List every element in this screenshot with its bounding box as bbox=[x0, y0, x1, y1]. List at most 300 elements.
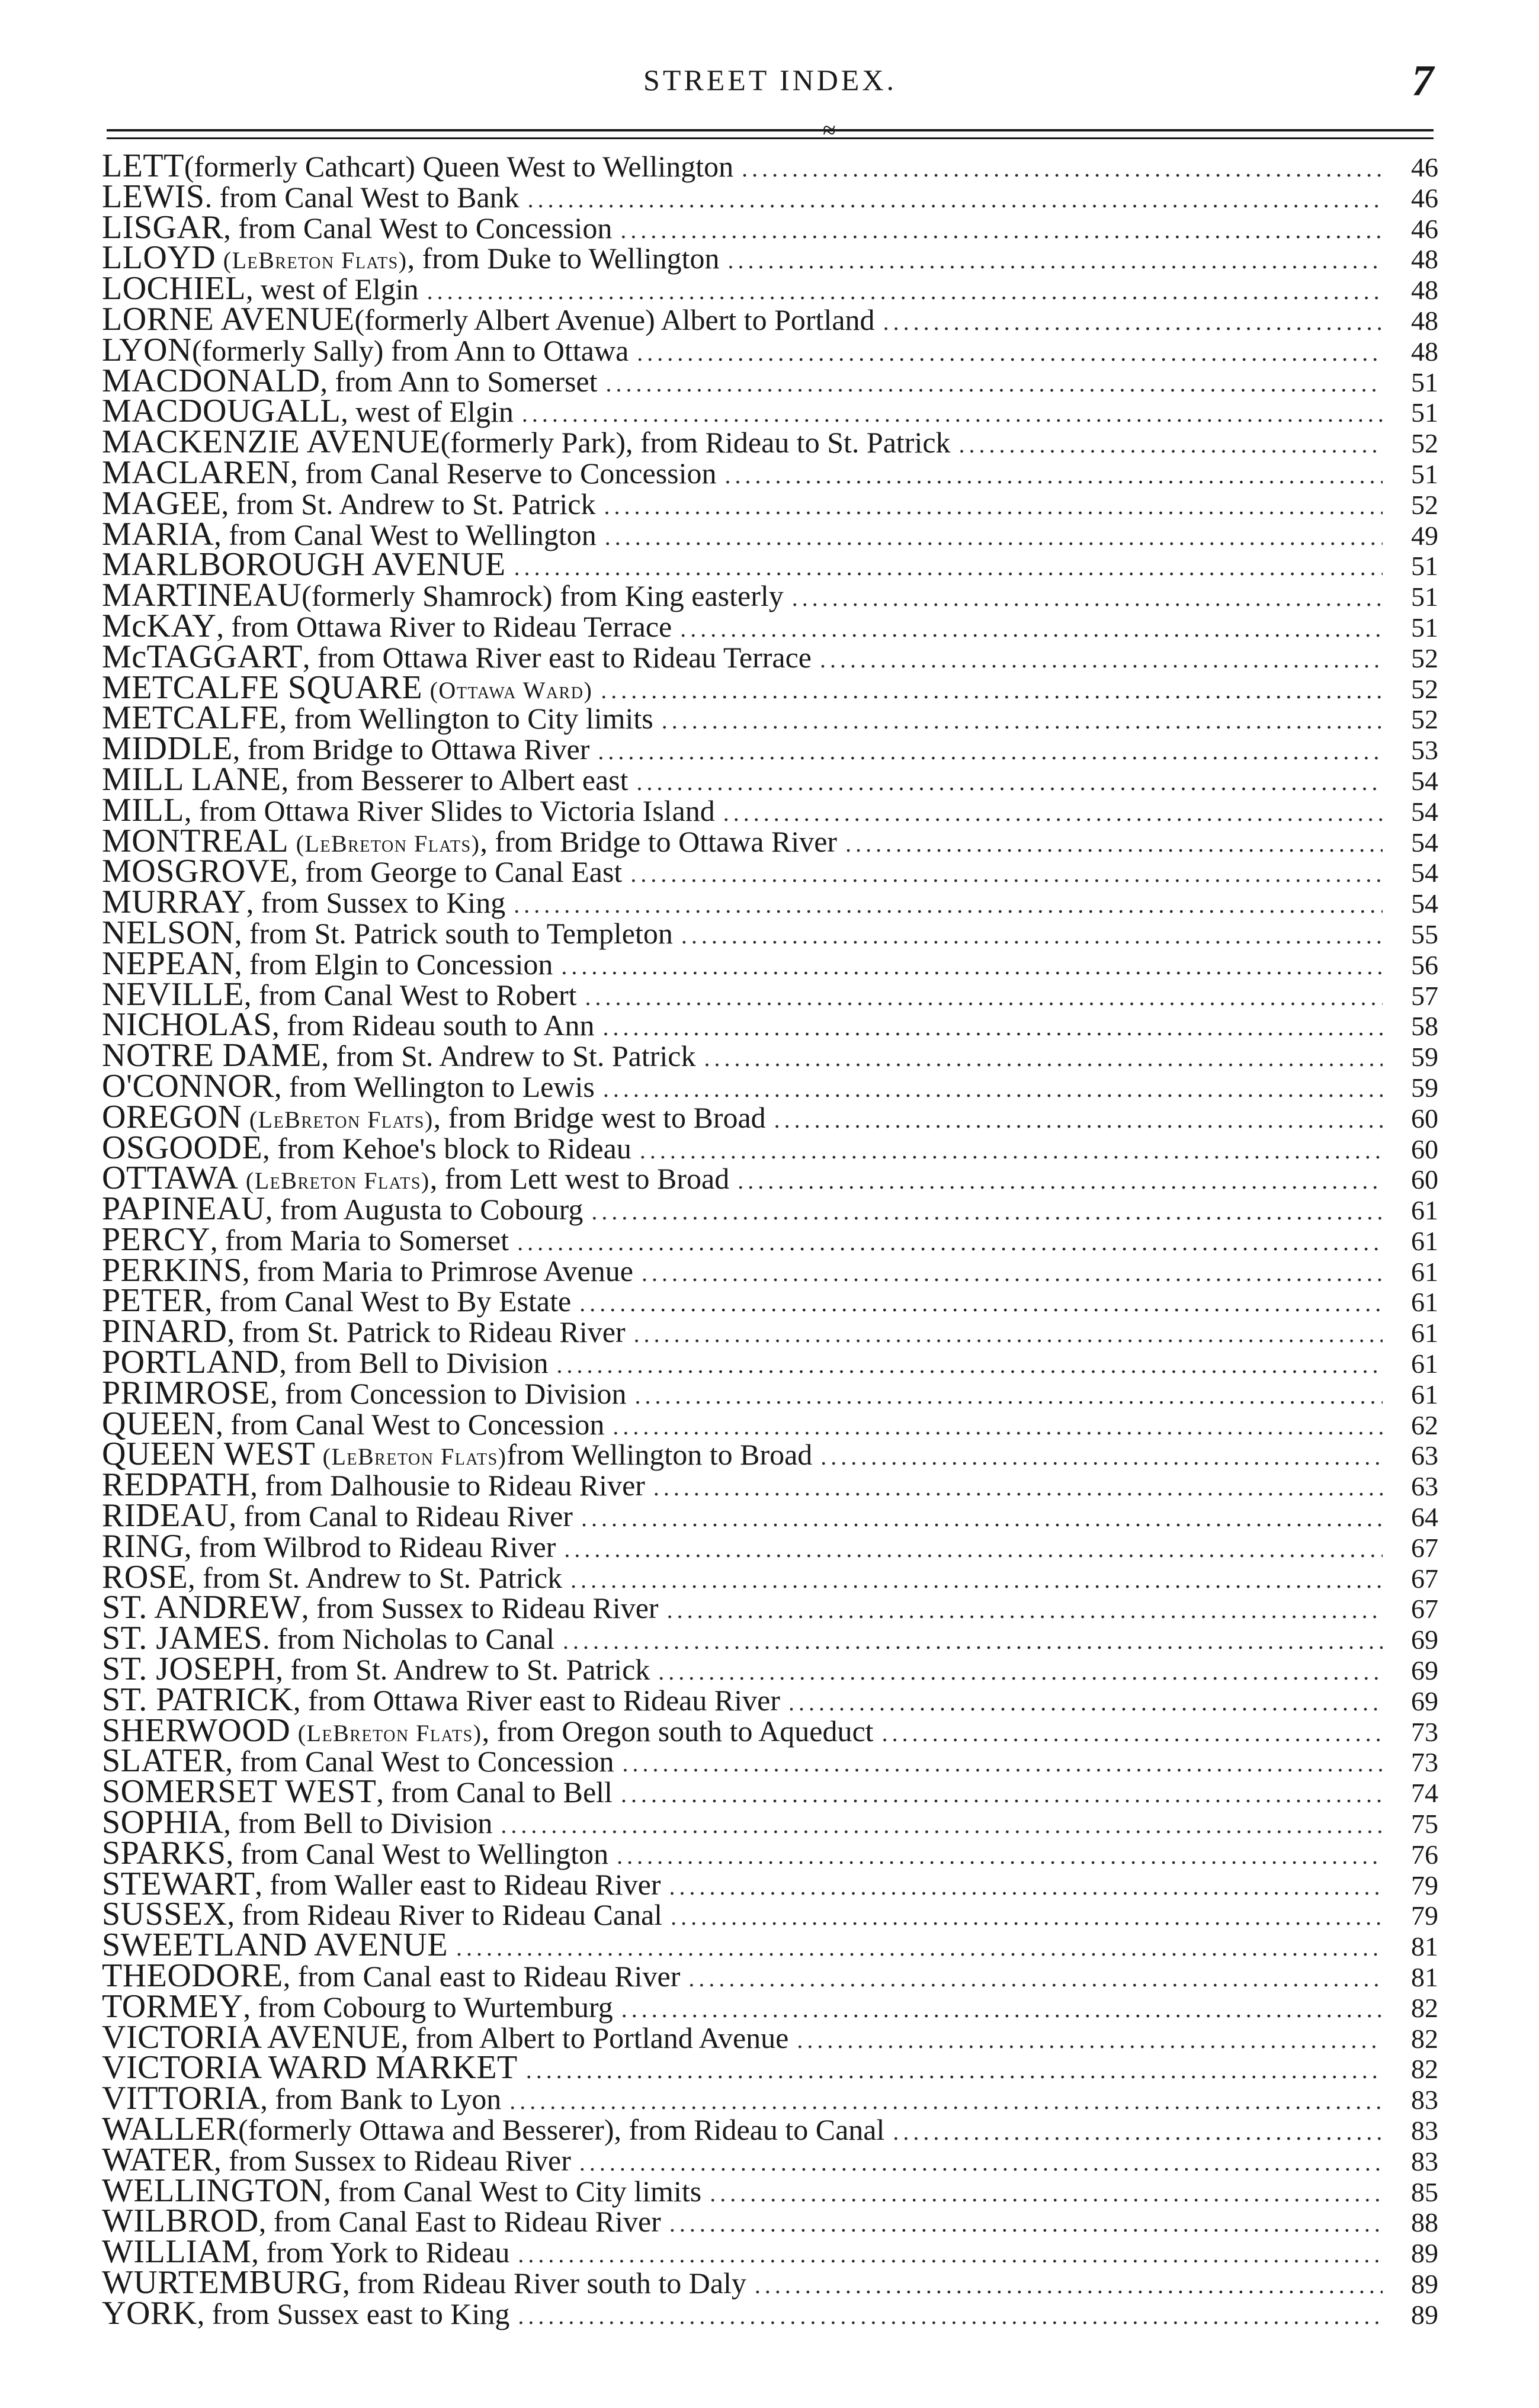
street-description: , from York to Rideau bbox=[251, 2236, 510, 2269]
street-description: , from Concession to Division bbox=[270, 1376, 627, 1410]
entry-page-number: 82 bbox=[1411, 2054, 1438, 2085]
street-description: , from Canal West to By Estate bbox=[204, 1285, 572, 1318]
index-entry bbox=[102, 454, 1438, 491]
street-name: ST. PATRICK bbox=[102, 1681, 293, 1718]
street-name: NEPEAN bbox=[102, 945, 235, 982]
dot-leader bbox=[561, 951, 1383, 982]
dot-leader bbox=[518, 2239, 1383, 2270]
street-name: METCALFE bbox=[102, 699, 280, 737]
street-name: MARIA bbox=[102, 515, 214, 553]
dot-leader bbox=[630, 859, 1383, 890]
street-description: , from Bell to Division bbox=[223, 1806, 493, 1840]
street-name: LETT bbox=[102, 147, 184, 184]
index-entry bbox=[102, 975, 1438, 1013]
entry-page-number: 52 bbox=[1411, 489, 1438, 520]
street-name: WATER bbox=[102, 2141, 214, 2178]
dot-leader bbox=[621, 1779, 1383, 1810]
index-entry bbox=[102, 1742, 1438, 1780]
street-name: ST. ANDREW bbox=[102, 1589, 302, 1626]
dot-leader bbox=[669, 1871, 1383, 1902]
dot-leader bbox=[622, 1748, 1383, 1779]
index-entry bbox=[102, 1221, 1438, 1258]
street-name: PETER bbox=[102, 1282, 205, 1319]
street-description: , from Canal West to Concession bbox=[216, 1407, 605, 1441]
street-description: , from Canal to Bell bbox=[376, 1776, 613, 1809]
dot-leader bbox=[522, 399, 1383, 429]
street-name: VICTORIA AVENUE bbox=[102, 2018, 401, 2056]
index-entry bbox=[102, 1037, 1438, 1074]
street-description: (formerly Shamrock) from King easterly bbox=[302, 579, 784, 613]
index-entry bbox=[102, 1497, 1438, 1534]
index-entry bbox=[102, 791, 1438, 829]
dot-leader bbox=[774, 1105, 1383, 1135]
street-description: , from Canal West to Concession bbox=[225, 1745, 614, 1778]
street-name: METCALFE SQUARE bbox=[102, 669, 423, 706]
index-entry bbox=[102, 270, 1438, 307]
entry-page-number: 75 bbox=[1411, 1809, 1438, 1839]
dot-leader bbox=[634, 1380, 1383, 1411]
dot-leader bbox=[710, 2178, 1383, 2209]
index-entry bbox=[102, 1651, 1438, 1688]
street-name: YORK bbox=[102, 2294, 197, 2332]
index-entry bbox=[102, 1773, 1438, 1810]
street-description: , from St. Andrew to St. Patrick bbox=[221, 487, 596, 521]
entry-page-number: 60 bbox=[1411, 1164, 1438, 1195]
dot-leader bbox=[637, 767, 1383, 798]
street-description: , from Canal West to Wellington bbox=[226, 1836, 609, 1870]
entry-page-number: 54 bbox=[1411, 765, 1438, 796]
street-name: MACDOUGALL bbox=[102, 393, 341, 430]
street-name: VICTORIA WARD MARKET bbox=[102, 2049, 518, 2086]
index-entry bbox=[102, 760, 1438, 798]
entry-page-number: 61 bbox=[1411, 1287, 1438, 1318]
index-entry bbox=[102, 1282, 1438, 1319]
street-name: STEWART bbox=[102, 1865, 255, 1902]
street-name: THEODORE bbox=[102, 1957, 283, 1995]
street-name: OTTAWA bbox=[102, 1160, 239, 1197]
dot-leader bbox=[585, 982, 1383, 1013]
street-description: , from St. Andrew to St. Patrick bbox=[321, 1039, 696, 1073]
dot-leader bbox=[591, 1196, 1383, 1227]
dot-leader bbox=[620, 215, 1383, 246]
dot-leader bbox=[728, 245, 1383, 276]
dot-leader bbox=[681, 920, 1383, 951]
dot-leader bbox=[579, 2147, 1383, 2178]
entry-page-number: 73 bbox=[1411, 1747, 1438, 1778]
street-description: . from Canal West to Bank bbox=[204, 180, 520, 214]
street-description: , from Dalhousie to Rideau River bbox=[250, 1469, 645, 1502]
index-entry bbox=[102, 853, 1438, 890]
street-name: PAPINEAU bbox=[102, 1190, 265, 1228]
street-description: , from Augusta to Cobourg bbox=[265, 1193, 583, 1227]
street-name: SWEETLAND AVENUE bbox=[102, 1927, 448, 1964]
entry-page-number: 52 bbox=[1411, 673, 1438, 704]
dot-leader bbox=[598, 736, 1383, 767]
index-entry bbox=[102, 239, 1438, 277]
index-entry bbox=[102, 1251, 1438, 1289]
index-entry bbox=[102, 362, 1438, 399]
street-description: , from Sussex east to King bbox=[197, 2297, 510, 2330]
street-name: MARLBOROUGH AVENUE bbox=[102, 546, 506, 583]
street-name: SHERWOOD bbox=[102, 1712, 291, 1749]
street-name: ST. JOSEPH bbox=[102, 1651, 276, 1688]
street-name: MACKENZIE AVENUE bbox=[102, 423, 441, 461]
street-description: , from George to Canal East bbox=[290, 855, 623, 889]
entry-page-number: 51 bbox=[1411, 397, 1438, 428]
index-entry bbox=[102, 1006, 1438, 1044]
index-entry bbox=[102, 577, 1438, 614]
index-entry bbox=[102, 1712, 1438, 1749]
street-name: NICHOLAS bbox=[102, 1006, 272, 1044]
street-description: , from Lett west to Broad bbox=[429, 1162, 730, 1196]
index-entry bbox=[102, 178, 1438, 215]
street-name: McTAGGART bbox=[102, 638, 303, 675]
street-name: SOPHIA bbox=[102, 1804, 224, 1841]
entry-page-number: 52 bbox=[1411, 428, 1438, 459]
street-description: , from Bank to Lyon bbox=[260, 2082, 502, 2116]
index-entry bbox=[102, 1988, 1438, 2025]
street-name: REDPATH bbox=[102, 1466, 251, 1504]
index-entry bbox=[102, 1558, 1438, 1595]
dot-leader bbox=[581, 1503, 1383, 1534]
street-description: , from Sussex to Rideau River bbox=[301, 1591, 659, 1625]
index-entry bbox=[102, 208, 1438, 246]
street-description: , from Albert to Portland Avenue bbox=[400, 2021, 789, 2054]
dot-leader bbox=[893, 2117, 1383, 2147]
entry-page-number: 56 bbox=[1411, 949, 1438, 980]
entry-page-number: 54 bbox=[1411, 827, 1438, 858]
street-name: WILLIAM bbox=[102, 2233, 252, 2271]
entry-page-number: 46 bbox=[1411, 213, 1438, 244]
entry-page-number: 61 bbox=[1411, 1318, 1438, 1349]
index-entry bbox=[102, 1190, 1438, 1228]
street-name: MACLAREN bbox=[102, 454, 291, 491]
index-entry bbox=[102, 1834, 1438, 1871]
entry-page-number: 48 bbox=[1411, 244, 1438, 275]
street-name: RIDEAU bbox=[102, 1497, 229, 1534]
street-description: , from Ann to Somerset bbox=[320, 364, 598, 398]
street-description: , from Canal West to Robert bbox=[243, 978, 577, 1012]
dot-leader bbox=[579, 1288, 1383, 1319]
index-entry bbox=[102, 300, 1438, 338]
street-description: , from Canal East to Rideau River bbox=[258, 2205, 661, 2239]
entry-page-number: 61 bbox=[1411, 1379, 1438, 1410]
dot-leader bbox=[671, 1902, 1383, 1932]
street-description: , from Bridge to Ottawa River bbox=[480, 824, 838, 858]
entry-page-number: 81 bbox=[1411, 1931, 1438, 1962]
street-name: SOMERSET WEST bbox=[102, 1773, 377, 1810]
dot-leader bbox=[845, 829, 1383, 859]
dot-leader bbox=[882, 1718, 1383, 1749]
index-entry bbox=[102, 1681, 1438, 1718]
entry-page-number: 79 bbox=[1411, 1900, 1438, 1931]
street-description: , from Besserer to Albert east bbox=[281, 763, 629, 797]
street-locality: (LeBreton Flats) bbox=[223, 247, 408, 274]
dot-leader bbox=[456, 1932, 1383, 1963]
index-entry bbox=[102, 1436, 1438, 1473]
entry-page-number: 67 bbox=[1411, 1563, 1438, 1594]
street-description: , from Bridge west to Broad bbox=[433, 1100, 766, 1134]
street-name: PINARD bbox=[102, 1313, 227, 1350]
street-name: LOCHIEL bbox=[102, 270, 246, 307]
header-ornament-icon: ≈ bbox=[823, 117, 836, 143]
street-description: . from Nicholas to Canal bbox=[262, 1622, 555, 1656]
entry-page-number: 89 bbox=[1411, 2268, 1438, 2299]
street-locality: (LeBreton Flats) bbox=[245, 1167, 430, 1195]
street-name: QUEEN WEST bbox=[102, 1436, 316, 1473]
entry-page-number: 51 bbox=[1411, 458, 1438, 489]
index-entry bbox=[102, 2202, 1438, 2240]
dot-leader bbox=[604, 491, 1383, 522]
street-name: PRIMROSE bbox=[102, 1374, 271, 1411]
entry-page-number: 69 bbox=[1411, 1685, 1438, 1716]
street-name: LISGAR bbox=[102, 208, 224, 246]
street-description: , from Rideau River to Rideau Canal bbox=[227, 1898, 663, 1932]
entry-page-number: 74 bbox=[1411, 1778, 1438, 1809]
street-description: , from Canal West to City limits bbox=[323, 2174, 702, 2208]
street-description: , from Ottawa River east to Rideau River bbox=[293, 1683, 780, 1717]
street-description: , from Wellington to City limits bbox=[279, 702, 653, 736]
index-entry bbox=[102, 1957, 1438, 1995]
index-entry bbox=[102, 1129, 1438, 1166]
entry-page-number: 51 bbox=[1411, 612, 1438, 643]
entry-page-number: 83 bbox=[1411, 2146, 1438, 2176]
index-entry bbox=[102, 2141, 1438, 2178]
dot-leader bbox=[427, 276, 1383, 307]
dot-leader bbox=[603, 1074, 1383, 1105]
street-name: LLOYD bbox=[102, 239, 216, 277]
entry-page-number: 48 bbox=[1411, 336, 1438, 367]
entry-page-number: 49 bbox=[1411, 520, 1438, 551]
street-name: MILL LANE bbox=[102, 760, 281, 798]
header-rule-thick bbox=[107, 129, 1434, 131]
dot-leader bbox=[688, 1963, 1383, 1994]
entry-page-number: 89 bbox=[1411, 2238, 1438, 2269]
dot-leader bbox=[570, 1565, 1383, 1595]
street-name: WELLINGTON bbox=[102, 2172, 324, 2209]
entry-page-number: 83 bbox=[1411, 2085, 1438, 2115]
dot-leader bbox=[742, 153, 1383, 184]
index-entry bbox=[102, 331, 1438, 368]
index-entry bbox=[102, 2263, 1438, 2301]
street-name: WALLER bbox=[102, 2111, 239, 2147]
index-entry bbox=[102, 1927, 1438, 1964]
entry-space bbox=[290, 1716, 298, 1747]
street-description: , from Wilbrod to Rideau River bbox=[184, 1530, 556, 1563]
header-rule-thin bbox=[107, 137, 1434, 139]
street-name: MAGEE bbox=[102, 484, 222, 522]
street-description: (formerly Albert Avenue) Albert to Portland bbox=[354, 303, 875, 336]
street-name: MURRAY bbox=[102, 884, 246, 921]
entry-space bbox=[315, 1440, 323, 1471]
dot-leader bbox=[669, 2208, 1383, 2239]
entry-page-number: 69 bbox=[1411, 1624, 1438, 1655]
index-entry bbox=[102, 2172, 1438, 2209]
entry-page-number: 46 bbox=[1411, 152, 1438, 182]
index-entry bbox=[102, 945, 1438, 982]
index-entry bbox=[102, 2018, 1438, 2056]
street-name: TORMEY bbox=[102, 1988, 243, 2025]
street-description: , west of Elgin bbox=[341, 395, 514, 429]
dot-leader bbox=[797, 2025, 1383, 2056]
street-name: MOSGROVE bbox=[102, 853, 291, 890]
entry-page-number: 69 bbox=[1411, 1655, 1438, 1686]
dot-leader bbox=[528, 184, 1383, 215]
street-locality: (Ottawa Ward) bbox=[429, 676, 593, 704]
index-entry bbox=[102, 699, 1438, 737]
street-description: , from Rideau south to Ann bbox=[272, 1009, 595, 1042]
entry-page-number: 52 bbox=[1411, 704, 1438, 735]
street-description: , from Canal Reserve to Concession bbox=[290, 456, 717, 490]
street-description: , from Canal to Rideau River bbox=[229, 1500, 573, 1533]
street-description: , from Ottawa River east to Rideau Terrace bbox=[302, 640, 812, 674]
entry-page-number: 63 bbox=[1411, 1440, 1438, 1471]
street-description: , from Duke to Wellington bbox=[407, 242, 720, 275]
street-description: , from Maria to Somerset bbox=[210, 1223, 509, 1257]
street-name: PORTLAND bbox=[102, 1344, 280, 1381]
street-name: MILL bbox=[102, 791, 184, 829]
entry-page-number: 67 bbox=[1411, 1532, 1438, 1563]
entry-page-number: 73 bbox=[1411, 1716, 1438, 1747]
dot-leader bbox=[526, 2055, 1383, 2086]
street-description: , from St. Patrick to Rideau River bbox=[227, 1315, 626, 1349]
street-description: , from Bridge to Ottawa River bbox=[232, 733, 590, 766]
index-entry bbox=[102, 1344, 1438, 1381]
index-entry bbox=[102, 884, 1438, 921]
street-name: O'CONNOR bbox=[102, 1067, 274, 1105]
entry-page-number: 62 bbox=[1411, 1410, 1438, 1440]
index-entry bbox=[102, 1313, 1438, 1350]
entry-page-number: 67 bbox=[1411, 1594, 1438, 1624]
street-name: SUSSEX bbox=[102, 1896, 227, 1933]
entry-page-number: 60 bbox=[1411, 1103, 1438, 1134]
entry-space bbox=[242, 1103, 249, 1134]
dot-leader bbox=[603, 1012, 1383, 1043]
street-name: SPARKS bbox=[102, 1834, 226, 1871]
index-entry bbox=[102, 607, 1438, 644]
street-name: MACDONALD bbox=[102, 362, 320, 399]
street-description: , from Canal West to Concession bbox=[223, 211, 613, 245]
dot-leader bbox=[653, 1472, 1383, 1503]
dot-leader bbox=[820, 644, 1383, 675]
street-description: , from St. Andrew to St. Patrick bbox=[188, 1561, 563, 1594]
street-name: VITTORIA bbox=[102, 2080, 261, 2117]
street-locality: (LeBreton Flats) bbox=[322, 1443, 507, 1471]
entry-page-number: 54 bbox=[1411, 858, 1438, 888]
index-entry bbox=[102, 147, 1438, 184]
street-name: OSGOODE bbox=[102, 1129, 263, 1166]
index-entry bbox=[102, 2294, 1438, 2332]
street-description: , from Elgin to Concession bbox=[234, 947, 553, 981]
dot-leader bbox=[518, 2301, 1383, 2332]
dot-leader bbox=[820, 1441, 1383, 1472]
street-name: NOTRE DAME bbox=[102, 1037, 322, 1074]
entry-page-number: 79 bbox=[1411, 1870, 1438, 1900]
index-entry bbox=[102, 730, 1438, 768]
entry-page-number: 60 bbox=[1411, 1134, 1438, 1164]
dot-leader bbox=[637, 338, 1383, 368]
entry-page-number: 59 bbox=[1411, 1042, 1438, 1073]
street-name: MIDDLE bbox=[102, 730, 233, 768]
dot-leader bbox=[792, 583, 1383, 614]
index-entry bbox=[102, 1804, 1438, 1841]
entry-page-number: 82 bbox=[1411, 1992, 1438, 2023]
dot-leader bbox=[501, 1810, 1383, 1841]
index-entry bbox=[102, 484, 1438, 522]
entry-page-number: 51 bbox=[1411, 551, 1438, 582]
entry-page-number: 82 bbox=[1411, 2023, 1438, 2054]
street-name: WURTEMBURG bbox=[102, 2263, 343, 2301]
street-description: , from Canal West to Wellington bbox=[214, 518, 597, 551]
street-description: (formerly Cathcart) Queen West to Wellington bbox=[184, 150, 734, 183]
dot-leader bbox=[514, 890, 1383, 920]
street-description: from Wellington to Broad bbox=[506, 1438, 813, 1472]
street-description: (formerly Sally) from Ann to Ottawa bbox=[191, 333, 629, 367]
index-entry bbox=[102, 423, 1438, 461]
entry-page-number: 81 bbox=[1411, 1962, 1438, 1993]
entry-page-number: 58 bbox=[1411, 1011, 1438, 1042]
index-entry bbox=[102, 1067, 1438, 1105]
entry-page-number: 61 bbox=[1411, 1349, 1438, 1379]
street-name: NEVILLE bbox=[102, 975, 244, 1013]
street-index-list bbox=[102, 147, 1438, 2332]
entry-page-number: 54 bbox=[1411, 888, 1438, 919]
street-description: , from Maria to Primrose Avenue bbox=[242, 1254, 633, 1288]
dot-leader bbox=[621, 1994, 1383, 2025]
street-description: , from Sussex to King bbox=[246, 886, 506, 920]
street-description: , from St. Andrew to St. Patrick bbox=[275, 1653, 650, 1687]
dot-leader bbox=[723, 798, 1383, 829]
index-entry bbox=[102, 2049, 1438, 2086]
entry-page-number: 61 bbox=[1411, 1225, 1438, 1256]
dot-leader bbox=[640, 1135, 1383, 1166]
street-description: , from Waller east to Rideau River bbox=[255, 1867, 661, 1901]
index-entry bbox=[102, 822, 1438, 859]
dot-leader bbox=[514, 552, 1383, 583]
entry-page-number: 83 bbox=[1411, 2115, 1438, 2146]
entry-page-number: 51 bbox=[1411, 367, 1438, 397]
entry-page-number: 54 bbox=[1411, 796, 1438, 827]
dot-leader bbox=[662, 705, 1383, 736]
page-title: STREET INDEX. bbox=[643, 63, 897, 97]
entry-page-number: 52 bbox=[1411, 643, 1438, 673]
street-name: OREGON bbox=[102, 1098, 242, 1135]
index-entry bbox=[102, 1865, 1438, 1902]
street-description: , west of Elgin bbox=[246, 272, 419, 306]
street-name: QUEEN bbox=[102, 1405, 216, 1442]
entry-page-number: 88 bbox=[1411, 2207, 1438, 2238]
dot-leader bbox=[613, 1411, 1383, 1442]
dot-leader bbox=[517, 1227, 1383, 1258]
street-locality: (LeBreton Flats) bbox=[297, 1719, 482, 1746]
index-entry bbox=[102, 393, 1438, 430]
street-name: RING bbox=[102, 1527, 184, 1565]
index-entry bbox=[102, 1620, 1438, 1657]
entry-page-number: 48 bbox=[1411, 305, 1438, 336]
street-locality: (LeBreton Flats) bbox=[249, 1106, 434, 1133]
index-entry bbox=[102, 1527, 1438, 1565]
dot-leader bbox=[725, 460, 1383, 491]
street-description: , from Ottawa River to Rideau Terrace bbox=[216, 609, 672, 643]
street-description: , from Cobourg to Wurtemburg bbox=[243, 1990, 613, 2024]
entry-page-number: 48 bbox=[1411, 275, 1438, 306]
index-entry bbox=[102, 1374, 1438, 1411]
entry-page-number: 76 bbox=[1411, 1839, 1438, 1870]
index-entry bbox=[102, 1405, 1438, 1442]
index-entry bbox=[102, 1589, 1438, 1626]
index-entry bbox=[102, 1160, 1438, 1197]
street-name: McKAY bbox=[102, 607, 217, 644]
